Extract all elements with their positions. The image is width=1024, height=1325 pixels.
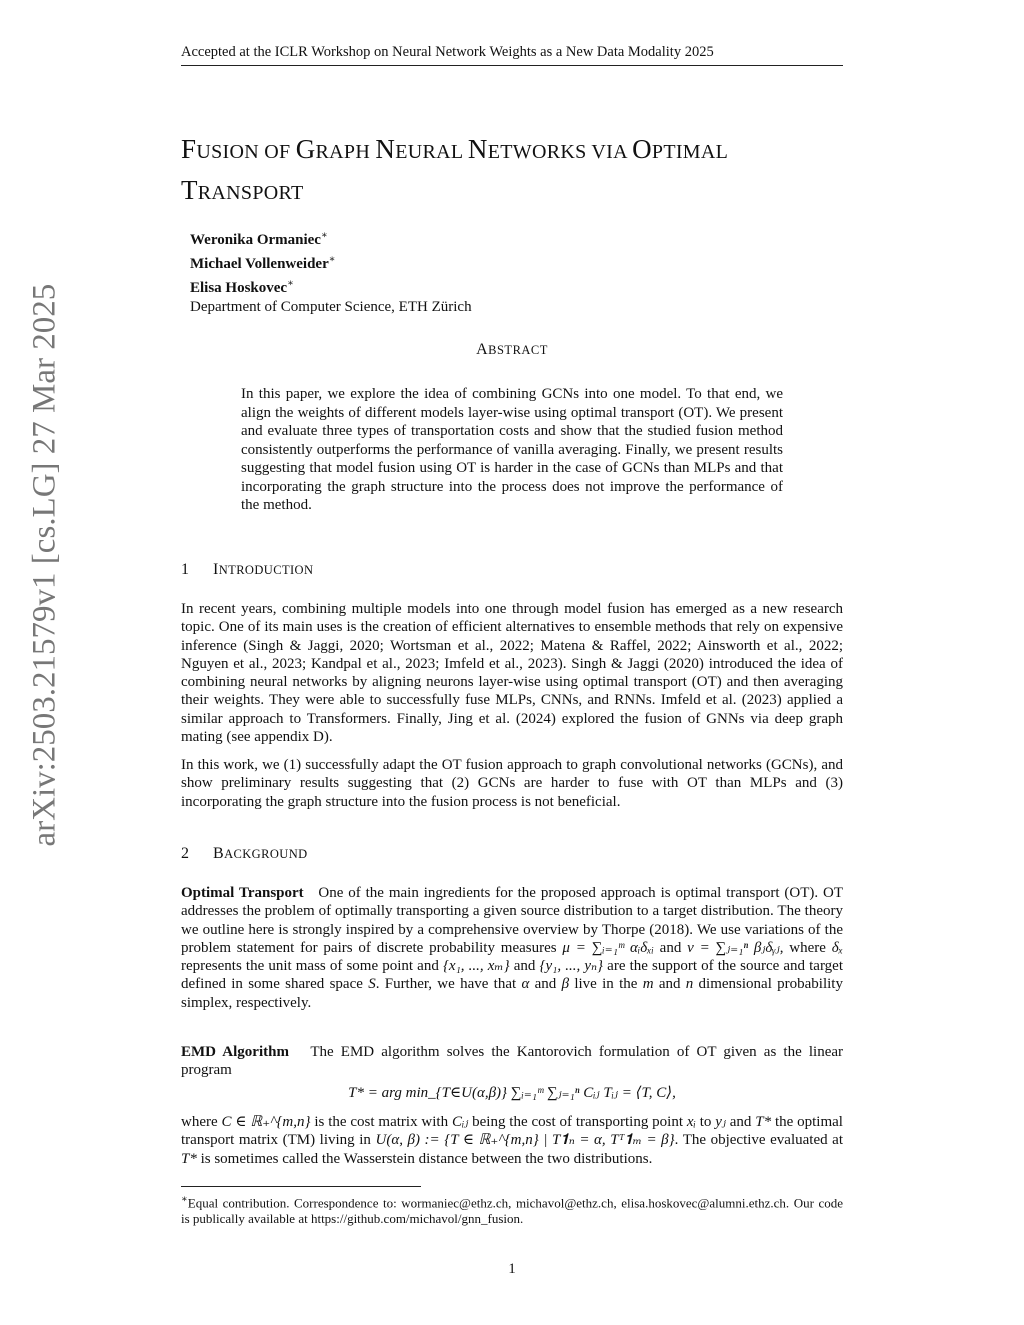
abstract-text: In this paper, we explore the idea of combining GCNs into one model. To that end, we align the weights of different models layer-wise using optimal transport (OT). We present and evaluate three types of transportation costs and show that the studied fusion method consistently outperforms the performance of vanilla averaging. Finally, we present results suggesting that model fusion using OT is harder in the case of GCNs than MLPs and that incorporating the graph structure into the process does not improve the performance of the method. [241, 386, 783, 513]
optimal-transport-paragraph: Optimal Transport One of the main ingredients for the proposed approach is optimal transport (OT). OT addresses the problem of optimally transporting a given source distribution to a target distribution. The theory we outline here is strongly inspired by a comprehensive overview by Thorpe (2018). We use variations of the problem statement for pairs of discrete probability measures μ = ∑ᵢ₌₁ᵐ αᵢδₓᵢ and ν = ∑ⱼ₌₁ⁿ βⱼδᵧⱼ, where δₓ represents the unit mass of some point and {x₁, ..., xₘ} and {y₁, ..., yₙ} are the support of the source and target defined in some shared space S. Further, we have that α and β live in the m and n dimensional probability simplex, respectively. [181, 885, 844, 1011]
paper-title: FUSION OF GRAPH NEURAL NETWORKS VIA OPTIMAL TRANSPORT [181, 134, 729, 205]
emd-paragraph-continued: where C ∈ ℝ₊^{m,n} is the cost matrix with Cᵢⱼ being the cost of transporting point xᵢ to yⱼ and T* the optimal transport matrix (TM) living in U(α, β) := {T ∈ ℝ₊^{m,n} | T𝟏ₙ = α, Tᵀ𝟏ₘ = β}. The objective evaluated at T* is sometimes called the Wasserstein distance between the two distributions. [181, 1114, 844, 1167]
arxiv-identifier: arXiv:2503.21579v1 [cs.LG] 27 Mar 2025 [26, 283, 63, 847]
affiliation: Department of Computer Science, ETH Zürich [190, 299, 472, 315]
running-header: Accepted at the ICLR Workshop on Neural Network Weights as a New Data Modality 2025 [181, 44, 843, 66]
section-heading-background: 2 BACKGROUND [181, 845, 308, 862]
footnote-divider [181, 1186, 421, 1187]
author-2: Michael Vollenweider∗ [190, 254, 336, 272]
author-block [190, 226, 472, 317]
intro-paragraph-1: In recent years, combining multiple models into one through model fusion has emerged as a new research topic. One of its main uses is the creation of efficient alternatives to ensemble methods that rely on expensive inference (Singh & Jaggi, 2020; Wortsman et al., 2022; Matena & Raffel, 2022; Ainsworth et al., 2022; Nguyen et al., 2023; Kandpal et al., 2023; Imfeld et al., 2023). Singh & Jaggi (2020) introduced the idea of combining neural networks by aligning neurons layer-wise using optimal transport (OT) and then averaging their weights. They were able to successfully fuse MLPs, CNNs, and RNNs. Imfeld et al. (2023) applied a similar approach to Transformers. Finally, Jing et al. (2024) explored the fusion of GNNs via deep graph mating (see appendix D). [181, 601, 843, 746]
paragraph-label: Optimal Transport [181, 885, 304, 901]
emd-paragraph: EMD Algorithm The EMD algorithm solves the Kantorovich formulation of OT given as the linear program [181, 1044, 844, 1079]
emd-equation: T* = arg min_{T∈U(α,β)} ∑ᵢ₌₁ᵐ ∑ⱼ₌₁ⁿ Cᵢⱼ Tᵢⱼ = ⟨T, C⟩, [348, 1085, 676, 1101]
intro-paragraph-2: In this work, we (1) successfully adapt the OT fusion approach to graph convolutional networks (GCNs), and show preliminary results suggesting that (2) GCNs are harder to fuse with OT than MLPs and (3) incorporating the graph structure into the fusion process is not beneficial. [181, 757, 843, 810]
footnote: ∗Equal contribution. Correspondence to: wormaniec@ethz.ch, michavol@ethz.ch, elisa.hoskovec@alumni.ethz.ch. Our code is publically available at https://github.com/michavol/gnn_fusion. [181, 1194, 843, 1227]
author-3: Elisa Hoskovec∗ [190, 278, 294, 296]
section-heading-introduction: 1 INTRODUCTION [181, 561, 314, 578]
paragraph-label: EMD Algorithm [181, 1044, 289, 1060]
abstract-heading: ABSTRACT [476, 341, 548, 358]
author-1: Weronika Ormaniec∗ [190, 230, 328, 248]
page-number: 1 [508, 1261, 516, 1277]
